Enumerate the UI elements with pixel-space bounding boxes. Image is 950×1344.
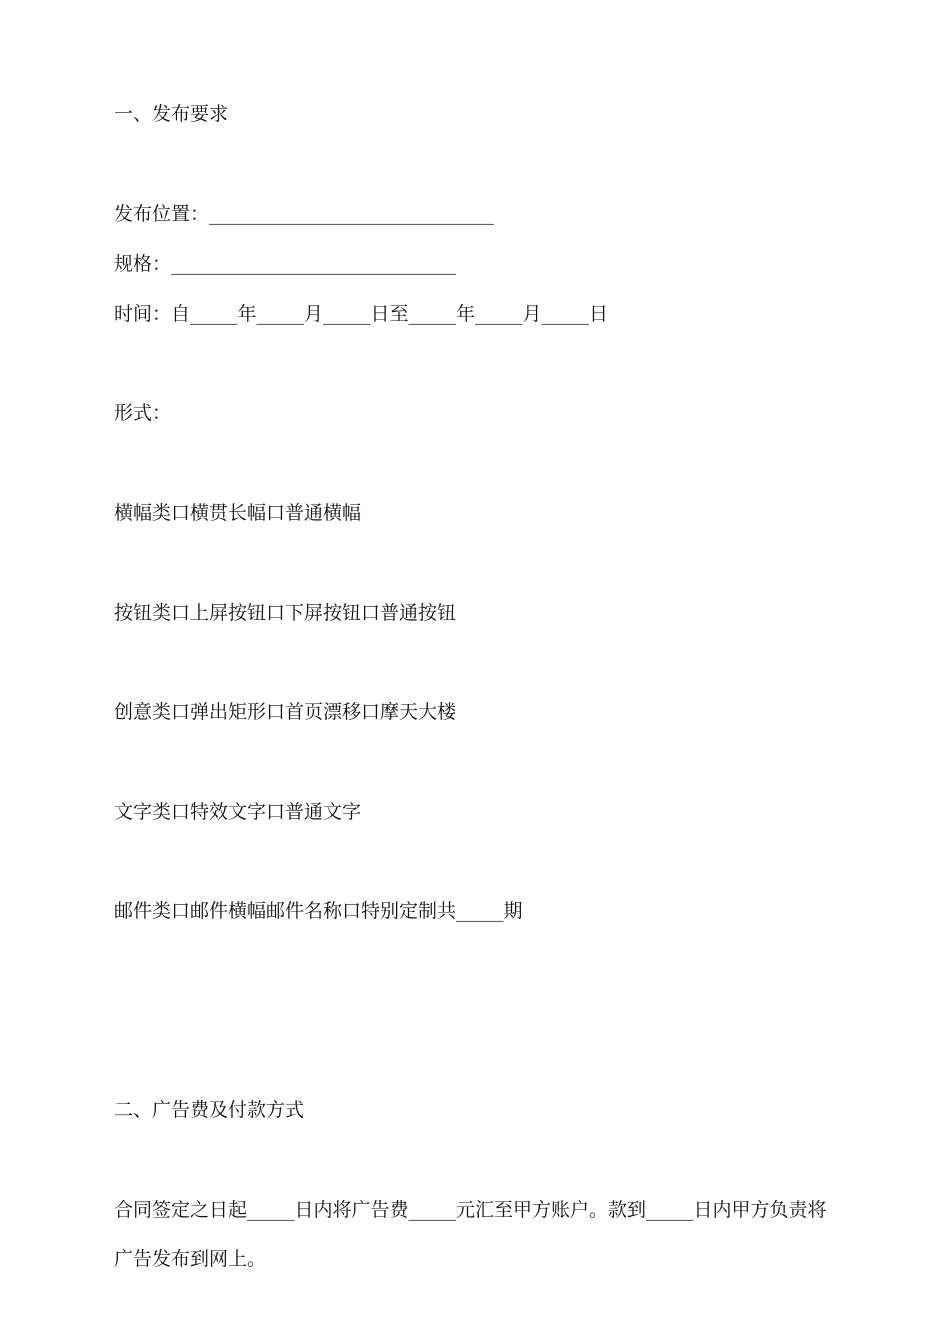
- publish-position-line: 发布位置：______________________________: [114, 203, 495, 225]
- button-options-line: 按钮类口上屏按钮口下屏按钮口普通按钮: [114, 602, 457, 624]
- specification-line: 规格：______________________________: [114, 253, 457, 275]
- section-2-heading: 二、广告费及付款方式: [114, 1099, 305, 1121]
- payment-paragraph-line-2: 广告发布到网上。: [114, 1248, 267, 1270]
- creative-options-line: 创意类口弹出矩形口首页漂移口摩天大楼: [114, 701, 457, 723]
- payment-paragraph-line-1: 合同签定之日起_____日内将广告费_____元汇至甲方账户。款到_____日内甲方负责将: [114, 1199, 827, 1221]
- text-options-line: 文字类口特效文字口普通文字: [114, 801, 362, 823]
- form-label: 形式：: [114, 402, 172, 424]
- banner-options-line: 横幅类口横贯长幅口普通横幅: [114, 502, 362, 524]
- time-period-line: 时间：自_____年_____月_____日至_____年_____月_____日: [114, 303, 609, 325]
- section-1-heading: 一、发布要求: [114, 103, 229, 125]
- mail-options-line: 邮件类口邮件横幅邮件名称口特别定制共_____期: [114, 900, 523, 922]
